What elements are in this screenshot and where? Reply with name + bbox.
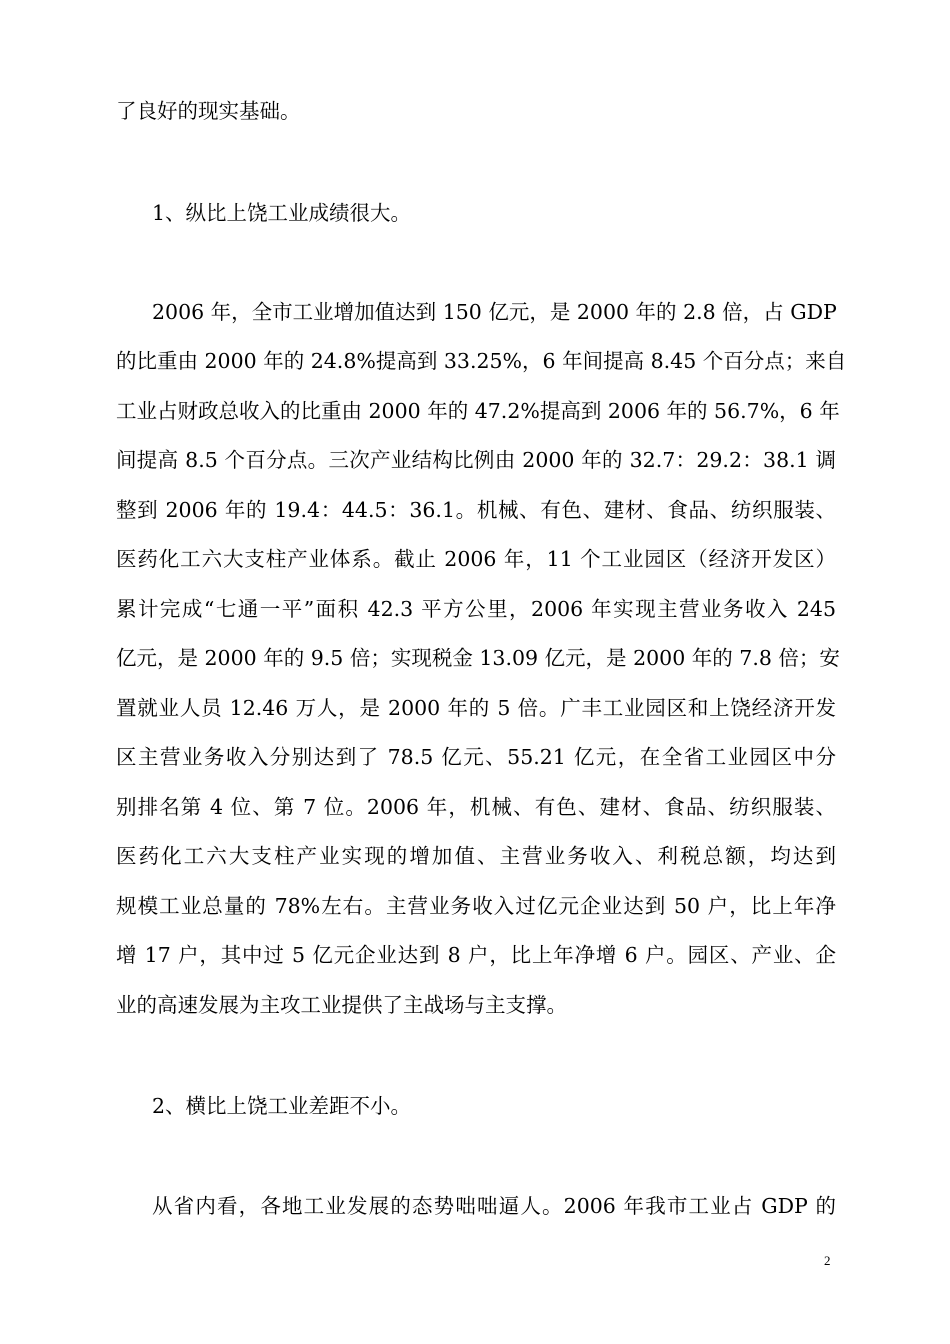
- page-number: 2: [824, 1253, 831, 1268]
- paragraph-line: 别排名第 4 位、第 7 位。2006 年，机械、有色、建材、食品、纺织服装、: [116, 795, 836, 819]
- paragraph-line: 从省内看，各地工业发展的态势咄咄逼人。2006 年我市工业占 GDP 的: [152, 1194, 836, 1218]
- paragraph-line: 的比重由 2000 年的 24.8%提高到 33.25%，6 年间提高 8.45 个百分点；来自: [116, 349, 847, 373]
- paragraph-line: 置就业人员 12.46 万人，是 2000 年的 5 倍。广丰工业园区和上饶经济开发: [116, 696, 836, 720]
- paragraph-line: 间提高 8.5 个百分点。三次产业结构比例由 2000 年的 32.7：29.2：38.1 调: [116, 448, 836, 472]
- paragraph-line: 亿元，是 2000 年的 9.5 倍；实现税金 13.09 亿元，是 2000 年的 7.8 倍；安: [116, 646, 840, 670]
- paragraph-line: 整到 2006 年的 19.4：44.5：36.1。机械、有色、建材、食品、纺织服装、: [116, 498, 836, 522]
- paragraph-line: 区主营业务收入分别达到了 78.5 亿元、55.21 亿元，在全省工业园区中分: [116, 745, 836, 769]
- paragraph-line: 规模工业总量的 78%左右。主营业务收入过亿元企业达到 50 户，比上年净: [116, 894, 836, 918]
- paragraph-line: 累计完成“七通一平”面积 42.3 平方公里，2006 年实现主营业务收入 245: [116, 597, 836, 621]
- paragraph-line: 2006 年，全市工业增加值达到 150 亿元，是 2000 年的 2.8 倍，占 GDP: [152, 300, 837, 324]
- paragraph-line: 业的高速发展为主攻工业提供了主战场与主支撑。: [116, 993, 567, 1017]
- paragraph-line: 医药化工六大支柱产业实现的增加值、主营业务收入、利税总额，均达到: [116, 844, 836, 868]
- paragraph-line: 工业占财政总收入的比重由 2000 年的 47.2%提高到 2006 年的 56.7%，6 年: [116, 399, 840, 423]
- section2-heading: 2、横比上饶工业差距不小。: [152, 1094, 412, 1118]
- paragraph-line: 医药化工六大支柱产业体系。截止 2006 年，11 个工业园区（经济开发区）: [116, 547, 836, 571]
- section1-heading: 1、纵比上饶工业成绩很大。: [152, 201, 412, 225]
- paragraph-line: 增 17 户，其中过 5 亿元企业达到 8 户，比上年净增 6 户。园区、产业、企: [116, 943, 836, 967]
- intro-line: 了良好的现实基础。: [116, 99, 301, 123]
